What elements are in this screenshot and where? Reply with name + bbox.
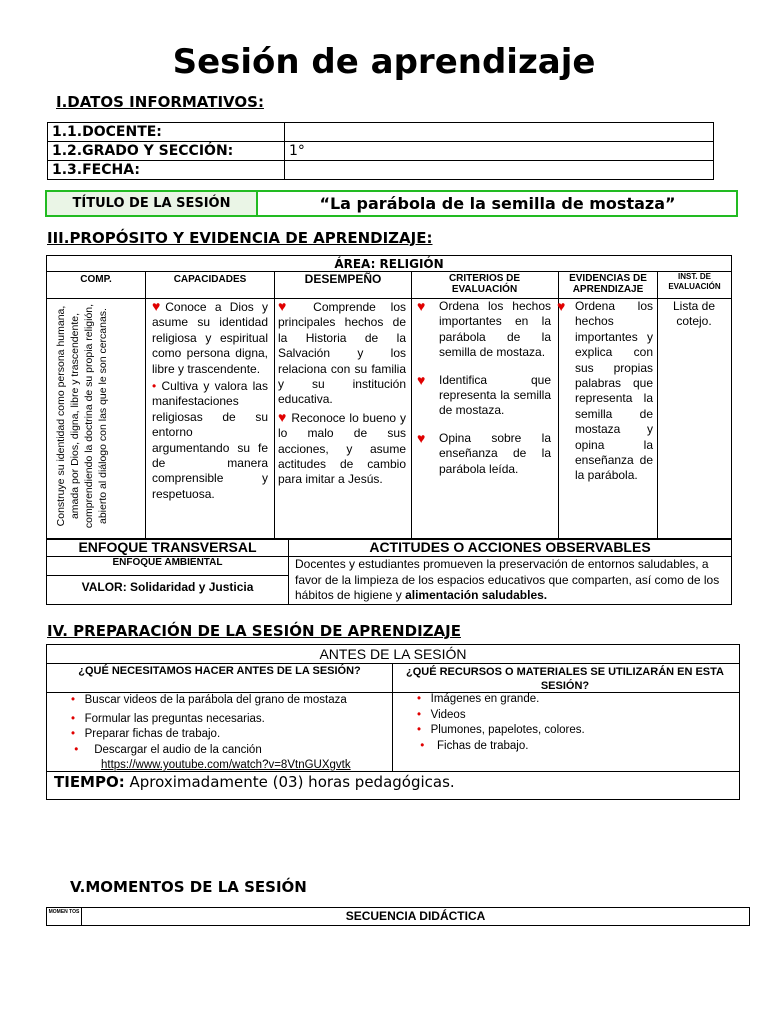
header-inst: INST. DE EVALUACIÓN: [668, 272, 721, 291]
divider: [392, 663, 393, 771]
bullet-icon: •: [417, 693, 422, 705]
list-item: ♥Conoce a Dios y asume su identidad religiosa y espiritual como persona digna, libre y trascendente.: [152, 298, 269, 376]
bullet-icon: •: [71, 728, 76, 740]
list-item: • Preparar fichas de trabajo.: [71, 728, 221, 740]
grado-value[interactable]: 1°: [285, 142, 714, 161]
heart-icon: ♥: [557, 298, 566, 314]
table-row: [48, 142, 714, 161]
page-title: Sesión de aprendizaje: [172, 42, 596, 82]
header-capacidades: CAPACIDADES: [173, 274, 247, 285]
divider: [47, 663, 739, 664]
header-desempeno: DESEMPEÑO: [304, 272, 382, 286]
enfoque-header: ENFOQUE TRANSVERSAL: [78, 539, 257, 555]
table-row: [48, 123, 714, 142]
table-row: [48, 161, 714, 180]
antes-question-2: ¿QUÉ RECURSOS O MATERIALES SE UTILIZARÁN EN ESTA SESIÓN?: [406, 666, 724, 692]
list-item: ♥ Opina sobre la enseñanza de la parábola leída.: [417, 429, 551, 476]
antes-question-1: ¿QUÉ NECESITAMOS HACER ANTES DE LA SESIÓN?: [78, 665, 361, 677]
divider: [274, 272, 275, 539]
datos-table: [47, 122, 714, 180]
secuencia-col-header: SECUENCIA DIDÁCTICA: [345, 909, 486, 923]
valor-text: VALOR: Solidaridad y Justicia: [81, 580, 254, 594]
heart-icon: ♥: [152, 298, 166, 314]
bullet-icon: •: [417, 708, 422, 721]
enfoque-table: [46, 538, 732, 605]
fecha-value[interactable]: [285, 161, 714, 180]
grado-label: 1.2.GRADO Y SECCIÓN:: [48, 142, 285, 161]
list-item: • Imágenes en grande.: [417, 693, 540, 705]
bullet-icon: •: [74, 743, 79, 756]
section-datos-heading: I.DATOS INFORMATIVOS:: [56, 93, 264, 111]
divider: [657, 272, 658, 539]
competencia-text: Construye su identidad como persona humana, amada por Dios, digna, libre y trascendente, comprendiendo la doctrina de su propia religión, abierto al diálogo con las que le son cercanas.: [55, 303, 109, 529]
heart-icon: ♥: [278, 298, 314, 314]
bullet-icon: •: [420, 739, 425, 752]
heart-icon: ♥: [417, 429, 426, 446]
docente-value[interactable]: [285, 123, 714, 142]
momentos-col-header: MOMEN TOS: [48, 909, 80, 915]
hacer-list: [71, 693, 391, 774]
enfoque-ambiental: ENFOQUE AMBIENTAL: [112, 557, 223, 568]
bullet-icon: •: [152, 379, 162, 394]
antes-header: ANTES DE LA SESIÓN: [319, 646, 467, 662]
list-item: ♥ Reconoce lo bueno y lo malo de sus acciones, y asume actitudes de cambio para imitar a Jesús.: [278, 408, 406, 487]
session-title-value: “La parábola de la semilla de mostaza”: [319, 194, 676, 213]
section-proposito-heading: III.PROPÓSITO Y EVIDENCIA DE APRENDIZAJE:: [47, 229, 433, 247]
list-item: • Fichas de trabajo.: [420, 739, 529, 752]
actitudes-header: ACTITUDES O ACCIONES OBSERVABLES: [369, 539, 651, 555]
criterios-list: [417, 299, 551, 477]
list-item: • Videos: [417, 708, 466, 721]
list-item: • Descargar el audio de la canción: [74, 743, 262, 756]
recursos-list: [417, 692, 727, 754]
capacidades-list: [152, 299, 268, 502]
heart-icon: ♥: [417, 371, 426, 388]
list-item: ♥ Identifica que representa la semilla de mostaza.: [417, 371, 551, 418]
area-header: ÁREA: RELIGIÓN: [47, 256, 731, 272]
desempenos-list: [278, 299, 406, 488]
instrumento-cell: Lista de cotejo.: [672, 299, 716, 329]
header-evidencias: EVIDENCIAS DE APRENDIZAJE: [569, 273, 647, 295]
list-item: • Buscar videos de la parábola del grano de mostaza: [71, 694, 347, 706]
list-item: ♥ Comprende los principales hechos de la Historia de la Salvación y los relaciona con su familia y su institución educativa.: [278, 298, 407, 407]
youtube-link[interactable]: https://www.youtube.com/watch?v=8VtnGUXgvtk: [101, 759, 351, 771]
section-preparacion-heading: IV. PREPARACIÓN DE LA SESIÓN DE APRENDIZAJE: [47, 622, 461, 640]
divider: [411, 272, 412, 539]
momentos-table: [46, 907, 750, 926]
heart-icon: ♥: [417, 298, 426, 314]
tiempo-row: TIEMPO: Aproximadamente (03) horas pedagógicas.: [54, 773, 455, 791]
bullet-icon: •: [417, 724, 422, 736]
divider: [47, 575, 288, 576]
session-title-label: TÍTULO DE LA SESIÓN: [47, 192, 258, 215]
list-item: • Cultiva y valora las manifestaciones religiosas de su entorno argumentando su fe de manera comprensible y respetuosa.: [152, 379, 268, 501]
list-item: ♥ Ordena los hechos importantes en la parábola de la semilla de mostaza.: [417, 298, 551, 360]
proposito-table: [46, 255, 732, 540]
divider: [145, 272, 146, 539]
bullet-icon: •: [71, 712, 76, 725]
section-momentos-heading: V.MOMENTOS DE LA SESIÓN: [70, 878, 307, 896]
header-criterios: CRITERIOS DE EVALUACIÓN: [448, 273, 521, 295]
session-title-box: [45, 190, 738, 217]
actitudes-text: Docentes y estudiantes promueven la preservación de entornos saludables, a favor de la limpieza de los espacios educativos que comparten, así como de los hábitos de higiene y alimentación saludables.: [295, 557, 720, 602]
bullet-icon: •: [71, 694, 76, 706]
list-item: • Formular las preguntas necesarias.: [71, 712, 265, 725]
docente-label: 1.1.DOCENTE:: [48, 123, 285, 142]
header-comp: COMP.: [80, 274, 112, 285]
evidencia-cell: ♥ Ordena los hechos importantes y explica con sus propias palabras que representa la semilla de mostaza y opina la enseñanza de la parábola.: [557, 298, 653, 483]
heart-icon: ♥: [278, 408, 292, 425]
preparacion-table: [46, 644, 740, 800]
fecha-label: 1.3.FECHA:: [48, 161, 285, 180]
list-item: • Plumones, papelotes, colores.: [417, 724, 585, 736]
